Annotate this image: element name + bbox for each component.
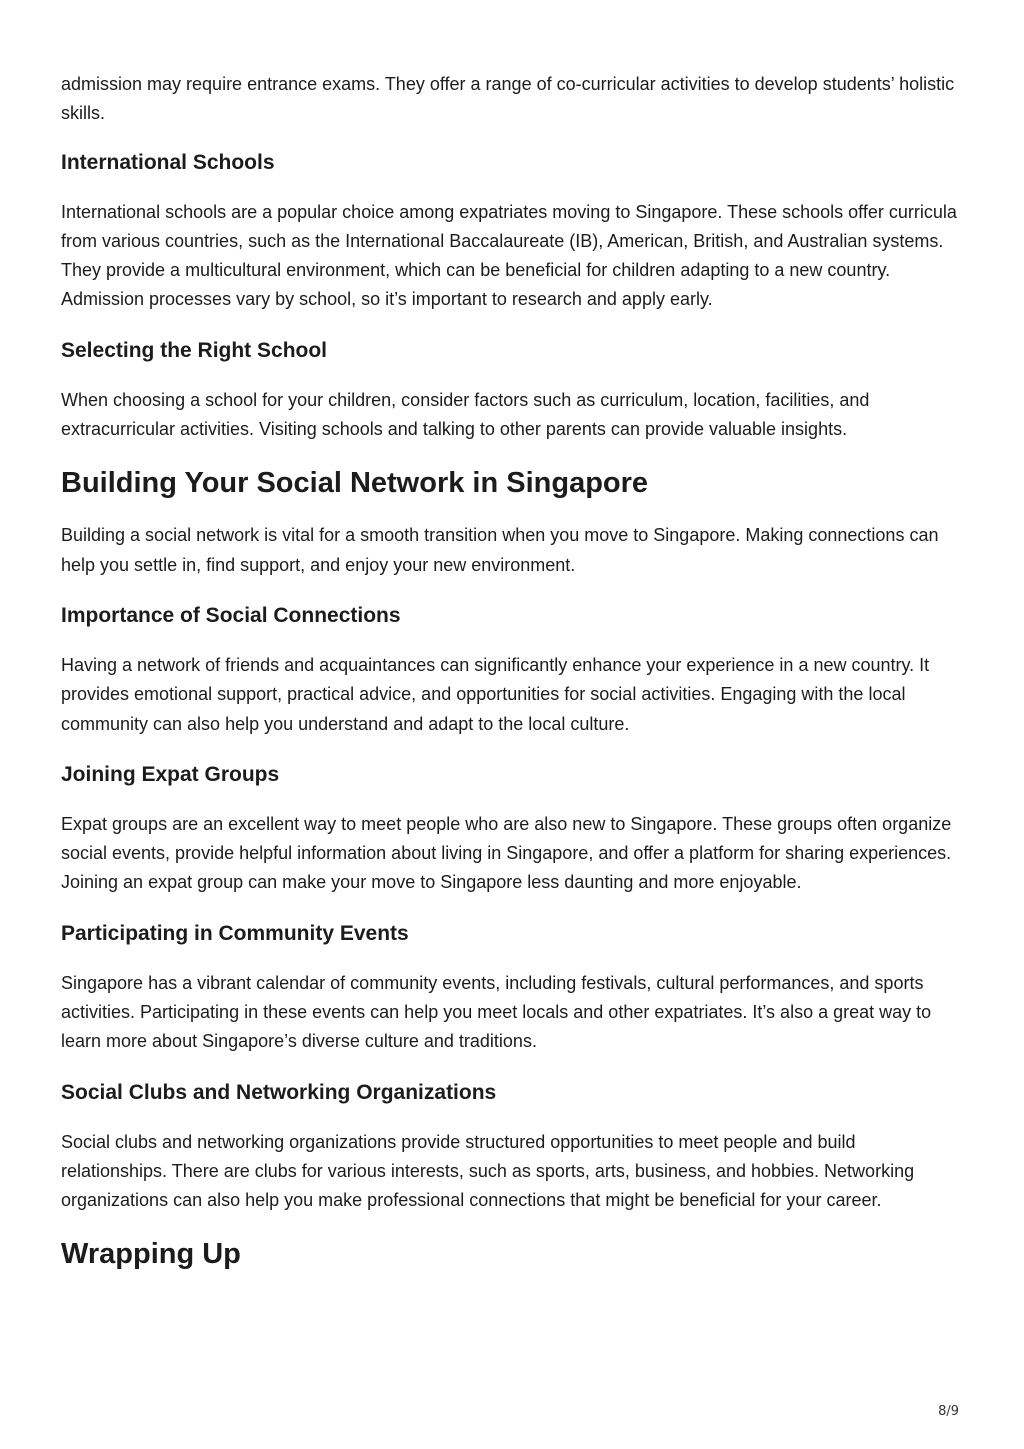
heading-selecting-school: Selecting the Right School xyxy=(61,338,328,362)
heading-wrapping-up: Wrapping Up xyxy=(61,1237,241,1270)
heading-international-schools: International Schools xyxy=(61,150,275,174)
paragraph-admission: admission may require entrance exams. They offer a range of co-curricular activities to develop students’ holistic skills. xyxy=(61,74,955,124)
heading-expat-groups: Joining Expat Groups xyxy=(61,762,280,786)
paragraph-expat-groups: Expat groups are an excellent way to meet people who are also new to Singapore. These groups often organize social events, provide helpful information about living in Singapore, and offer a platform for sharing experiences. Joining an expat group can make your move to Singapore less daunting and more enjoyable. xyxy=(61,813,952,893)
paragraph-selecting-school: When choosing a school for your children, consider factors such as curriculum, location, facilities, and extracurricular activities. Visiting schools and talking to other parents can provide valuable insights. xyxy=(61,389,870,440)
page-number: 8/9 xyxy=(938,1404,959,1419)
heading-social-clubs: Social Clubs and Networking Organizations xyxy=(61,1080,497,1104)
paragraph-social-clubs: Social clubs and networking organizations provide structured opportunities to meet people and build relationships. There are clubs for various interests, such as sports, arts, business, and hobbies. Networking organizations can also help you make professional connections that might be beneficial for your career. xyxy=(61,1131,915,1211)
paragraph-importance-connections: Having a network of friends and acquaintances can significantly enhance your experience in a new country. It provides emotional support, practical advice, and opportunities for social activities. Engaging with the local community can also help you understand and adapt to the local culture. xyxy=(61,654,930,734)
document-page xyxy=(61,70,961,1272)
paragraph-international-schools: International schools are a popular choice among expatriates moving to Singapore. These schools offer curricula from various countries, such as the International Baccalaureate (IB), American, British, and Australian systems. They provide a multicultural environment, which can be beneficial for children adapting to a new country. Admission processes vary by school, so it’s important to research and apply early. xyxy=(61,201,957,310)
paragraph-community-events: Singapore has a vibrant calendar of community events, including festivals, cultural performances, and sports activities. Participating in these events can help you meet locals and other expatriates. It’s also a great way to learn more about Singapore’s diverse culture and traditions. xyxy=(61,972,932,1052)
heading-community-events: Participating in Community Events xyxy=(61,921,409,945)
heading-importance-connections: Importance of Social Connections xyxy=(61,603,401,627)
paragraph-building-social-network: Building a social network is vital for a smooth transition when you move to Singapore. Making connections can help you settle in, find support, and enjoy your new environment. xyxy=(61,525,939,575)
heading-building-social-network: Building Your Social Network in Singapore xyxy=(61,467,649,500)
